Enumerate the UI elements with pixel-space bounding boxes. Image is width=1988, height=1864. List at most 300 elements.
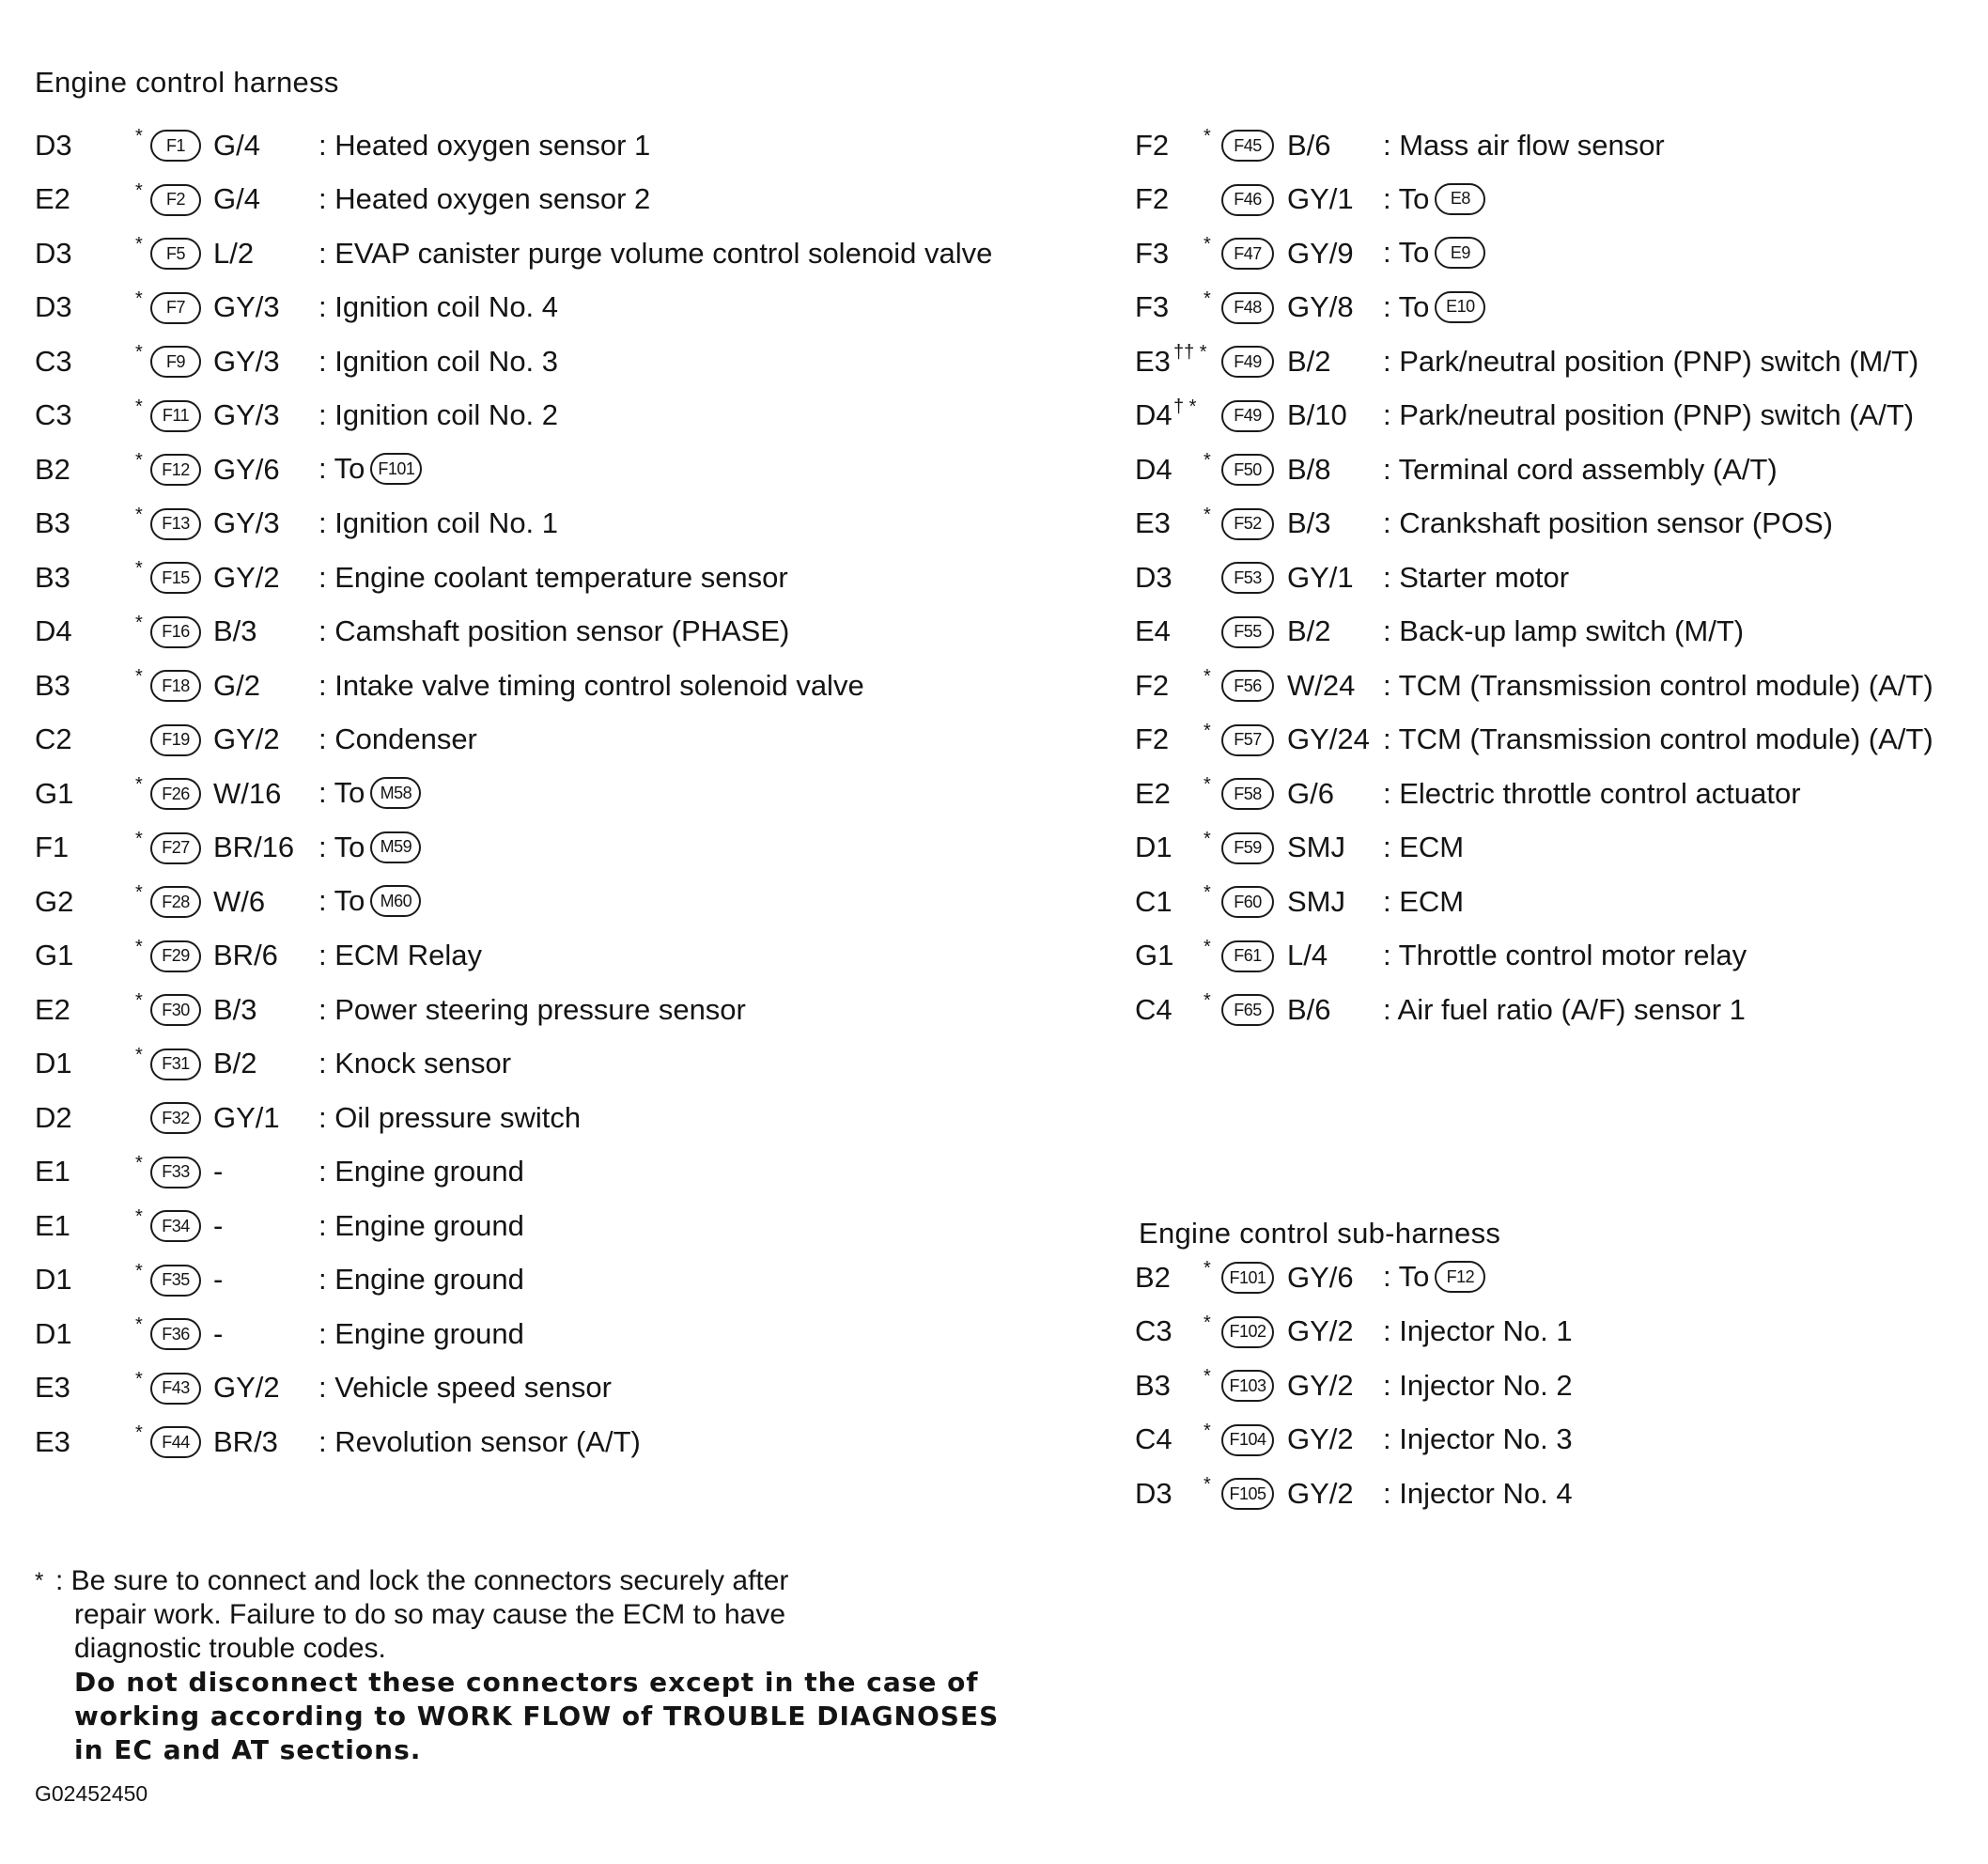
connector-badge: F57	[1221, 724, 1274, 756]
connector-spec: B/3	[213, 992, 257, 1026]
connector-spec: BR/6	[213, 939, 278, 972]
connector-description	[318, 831, 421, 865]
mark-symbol: *	[135, 612, 143, 633]
connector-description	[318, 939, 482, 972]
connector-spec: GY/3	[213, 398, 280, 432]
connector-row	[35, 497, 1096, 551]
mark-symbol: *	[1204, 990, 1211, 1011]
connector-badge: F35	[150, 1265, 201, 1297]
description-text: : Back-up lamp switch (M/T)	[1383, 614, 1745, 648]
connector-badge: F33	[150, 1157, 201, 1188]
connector-row	[35, 713, 1096, 768]
description-text: : To	[318, 884, 365, 918]
connector-badge: F49	[1221, 346, 1274, 378]
connector-badge: F26	[150, 778, 201, 810]
connector-spec: GY/2	[1287, 1476, 1354, 1510]
connector-badge: F5	[150, 238, 201, 270]
connector-spec: -	[213, 1155, 224, 1188]
description-text: : To	[1383, 1260, 1430, 1294]
connector-badge: F59	[1221, 832, 1274, 864]
mark-symbol: *	[1204, 1474, 1211, 1495]
grid-location: E2	[1135, 776, 1171, 810]
connector-row	[35, 551, 1096, 605]
mark-symbol: *	[135, 828, 143, 849]
connector-description	[318, 129, 650, 163]
mark-symbol: *	[135, 287, 143, 309]
mark-symbol: *	[135, 126, 143, 147]
grid-location: D1	[35, 1047, 72, 1080]
connector-badge: F61	[1221, 940, 1274, 972]
connector-row	[35, 1199, 1096, 1253]
connector-badge: F43	[150, 1373, 201, 1405]
connector-badge: F65	[1221, 994, 1274, 1026]
description-text: : Engine coolant temperature sensor	[318, 560, 788, 594]
grid-location: B3	[35, 668, 70, 702]
mark-symbol: *	[135, 179, 143, 201]
grid-location: F3	[1135, 236, 1170, 270]
mark-symbol: † *	[1173, 396, 1197, 417]
grid-location: E4	[1135, 614, 1171, 648]
connector-row	[35, 1091, 1096, 1145]
connector-badge: F1	[150, 130, 201, 162]
description-text: : Engine ground	[318, 1208, 524, 1242]
connector-description	[1383, 669, 1934, 703]
sub-harness-title: Engine control sub-harness	[1139, 1217, 1501, 1250]
connector-row	[35, 821, 1096, 876]
grid-location: G2	[35, 884, 74, 918]
connector-spec: GY/2	[1287, 1314, 1354, 1348]
connector-badge: F58	[1221, 778, 1274, 810]
description-text: : Engine ground	[318, 1263, 524, 1297]
connector-spec: GY/1	[1287, 182, 1354, 216]
connector-badge: F44	[150, 1426, 201, 1458]
grid-location: E2	[35, 182, 70, 216]
connector-description	[318, 614, 789, 648]
grid-location: F2	[1135, 128, 1170, 162]
connector-badge: F32	[150, 1102, 201, 1134]
connector-spec: -	[213, 1263, 224, 1297]
connector-description	[318, 237, 992, 271]
description-text: : Electric throttle control actuator	[1383, 776, 1801, 810]
connector-spec: W/6	[213, 884, 266, 918]
connector-row	[35, 118, 1096, 173]
description-text: : To	[1383, 289, 1430, 323]
connector-badge: F46	[1221, 184, 1274, 216]
grid-location: F2	[1135, 182, 1170, 216]
connector-badge: F56	[1221, 670, 1274, 702]
description-text: : Heated oxygen sensor 2	[318, 182, 651, 216]
mark-symbol: *	[135, 1368, 143, 1390]
connector-description	[318, 776, 421, 811]
grid-location: D3	[1135, 1476, 1173, 1510]
connector-row	[1135, 821, 1980, 876]
connector-spec: BR/3	[213, 1424, 278, 1458]
grid-location: D1	[35, 1316, 72, 1350]
connector-spec: BR/16	[213, 831, 295, 864]
connector-badge: F103	[1221, 1370, 1274, 1402]
connector-row	[35, 389, 1096, 443]
connector-spec: GY/3	[213, 506, 280, 540]
connector-badge: F18	[150, 670, 201, 702]
connector-spec: GY/3	[213, 344, 280, 378]
connector-description	[1383, 236, 1485, 271]
mark-symbol: *	[1204, 450, 1211, 471]
connector-badge: F15	[150, 562, 201, 594]
note-star-icon: *	[35, 1568, 44, 1593]
grid-location: E3	[1135, 506, 1171, 540]
mark-symbol: *	[135, 990, 143, 1011]
mark-symbol: *	[135, 1260, 143, 1282]
connector-row	[35, 443, 1096, 497]
description-text: : TCM (Transmission control module) (A/T)	[1383, 722, 1934, 756]
connector-description	[1383, 1422, 1573, 1456]
note-warning-line: working according to WORK FLOW of TROUBLE DIAGNOSES	[74, 1701, 1000, 1732]
connector-description	[1383, 290, 1485, 325]
connector-row	[35, 1037, 1096, 1092]
connector-description	[318, 182, 650, 216]
connector-row	[1135, 118, 1980, 173]
connector-description	[1383, 777, 1801, 811]
connector-spec: B/6	[1287, 128, 1331, 162]
connector-row	[1135, 929, 1980, 984]
description-text: : Camshaft position sensor (PHASE)	[318, 614, 790, 648]
description-text: : Park/neutral position (PNP) switch (A/T)	[1383, 398, 1915, 432]
connector-badge: F29	[150, 940, 201, 972]
target-connector-badge: M59	[370, 831, 421, 863]
connector-description	[318, 884, 421, 919]
connector-description	[318, 452, 422, 487]
connector-row	[35, 983, 1096, 1037]
connector-description	[318, 1317, 524, 1351]
connector-row	[1135, 1305, 1980, 1359]
connector-row	[1135, 1413, 1980, 1468]
note-line: repair work. Failure to do so may cause the ECM to have	[74, 1599, 786, 1630]
connector-description	[1383, 722, 1934, 756]
mark-symbol: *	[135, 396, 143, 417]
description-text: : Power steering pressure sensor	[318, 992, 746, 1026]
grid-location: C2	[35, 722, 72, 756]
grid-location: E3	[35, 1424, 70, 1458]
connector-description	[318, 1263, 524, 1297]
grid-location: G1	[1135, 939, 1174, 972]
connector-spec: B/2	[1287, 614, 1331, 648]
description-text: : Starter motor	[1383, 560, 1570, 594]
connector-spec: GY/8	[1287, 290, 1354, 324]
connector-description	[1383, 1477, 1573, 1511]
connector-row	[1135, 713, 1980, 768]
connector-spec: GY/1	[213, 1100, 280, 1134]
connector-row	[1135, 389, 1980, 443]
connector-spec: G/4	[213, 182, 260, 216]
description-text: : Engine ground	[318, 1155, 524, 1188]
grid-location: D4	[35, 614, 72, 648]
connector-description	[318, 1101, 581, 1135]
connector-badge: F7	[150, 292, 201, 324]
note-line: : Be sure to connect and lock the connectors securely after	[55, 1565, 789, 1596]
connector-badge: F30	[150, 994, 201, 1026]
connector-badge: F2	[150, 184, 201, 216]
note-line: diagnostic trouble codes.	[74, 1633, 386, 1664]
grid-location: B2	[1135, 1260, 1171, 1294]
connector-description	[318, 1047, 511, 1080]
description-text: : Throttle control motor relay	[1383, 939, 1747, 972]
connector-badge: F50	[1221, 454, 1274, 486]
connector-description	[1383, 453, 1778, 487]
description-text: : Injector No. 4	[1383, 1476, 1573, 1510]
description-text: : To	[1383, 236, 1430, 270]
grid-location: C1	[1135, 884, 1173, 918]
connector-badge: F47	[1221, 238, 1274, 270]
description-text: : Injector No. 2	[1383, 1368, 1573, 1402]
figure-code: G02452450	[35, 1781, 148, 1806]
description-text: : Oil pressure switch	[318, 1100, 582, 1134]
connector-description	[318, 398, 558, 432]
description-text: : Condenser	[318, 722, 477, 756]
connector-badge: F102	[1221, 1316, 1274, 1348]
description-text: : Ignition coil No. 4	[318, 290, 559, 324]
connector-description	[1383, 182, 1485, 217]
description-text: : Heated oxygen sensor 1	[318, 128, 651, 162]
target-connector-badge: F12	[1435, 1261, 1485, 1293]
connector-spec: -	[213, 1208, 224, 1242]
target-connector-badge: F101	[370, 453, 422, 485]
grid-location: C3	[35, 344, 72, 378]
grid-location: B3	[35, 560, 70, 594]
mark-symbol: *	[135, 234, 143, 255]
main-harness-list-left	[35, 118, 1096, 1469]
connector-description	[1383, 614, 1744, 648]
grid-location: D3	[35, 236, 72, 270]
connector-description	[1383, 561, 1569, 595]
connector-description	[1383, 129, 1665, 163]
connector-badge: F9	[150, 346, 201, 378]
connector-badge: F19	[150, 724, 201, 756]
mark-symbol: *	[1204, 504, 1211, 525]
connector-spec: L/4	[1287, 939, 1328, 972]
connector-row	[35, 1307, 1096, 1361]
main-harness-list-right	[1135, 118, 1980, 1037]
connector-badge: F31	[150, 1048, 201, 1080]
connector-spec: G/2	[213, 668, 260, 702]
connector-row	[35, 1415, 1096, 1469]
description-text: : Injector No. 1	[1383, 1314, 1573, 1348]
grid-location: D1	[1135, 831, 1173, 864]
connector-spec: GY/2	[1287, 1422, 1354, 1456]
grid-location: C4	[1135, 992, 1173, 1026]
connector-badge: F52	[1221, 508, 1274, 540]
connector-spec: B/6	[1287, 992, 1331, 1026]
connector-spec: SMJ	[1287, 884, 1345, 918]
connector-spec: GY/3	[213, 290, 280, 324]
connector-row	[1135, 983, 1980, 1037]
description-text: : To	[318, 452, 365, 486]
description-text: : Ignition coil No. 1	[318, 506, 559, 540]
connector-row	[1135, 497, 1980, 551]
grid-location: E1	[35, 1208, 70, 1242]
grid-location: F3	[1135, 290, 1170, 324]
mark-symbol: *	[135, 342, 143, 363]
mark-symbol: *	[135, 1314, 143, 1335]
connector-row	[35, 767, 1096, 821]
grid-location: F1	[35, 831, 70, 864]
mark-symbol: *	[1204, 1366, 1211, 1387]
description-text: : Park/neutral position (PNP) switch (M/T)	[1383, 344, 1919, 378]
connector-description	[1383, 993, 1746, 1027]
connector-description	[1383, 398, 1914, 432]
connector-row	[35, 173, 1096, 227]
connector-description	[318, 1371, 612, 1405]
connector-badge: F45	[1221, 130, 1274, 162]
mark-symbol: *	[1204, 774, 1211, 795]
connector-description	[1383, 939, 1747, 972]
connector-spec: B/10	[1287, 398, 1347, 432]
description-text: : ECM	[1383, 831, 1465, 864]
grid-location: D4	[1135, 452, 1173, 486]
connector-description	[318, 561, 788, 595]
connector-row	[1135, 1359, 1980, 1413]
grid-location: D3	[35, 290, 72, 324]
mark-symbol: *	[1204, 1258, 1211, 1279]
connector-note	[35, 1564, 1068, 1767]
connector-spec: B/2	[1287, 344, 1331, 378]
connector-description	[318, 669, 864, 703]
grid-location: B2	[35, 452, 70, 486]
mark-symbol: *	[135, 882, 143, 903]
grid-location: D1	[35, 1263, 72, 1297]
mark-symbol: *	[1204, 720, 1211, 741]
description-text: : Revolution sensor (A/T)	[318, 1424, 641, 1458]
connector-row	[1135, 551, 1980, 605]
connector-row	[35, 875, 1096, 929]
connector-row	[35, 281, 1096, 335]
connector-description	[318, 1209, 524, 1243]
connector-badge: F55	[1221, 616, 1274, 648]
connector-spec: -	[213, 1316, 224, 1350]
connector-badge: F104	[1221, 1424, 1274, 1456]
mark-symbol: *	[135, 1206, 143, 1227]
connector-description	[1383, 345, 1918, 379]
connector-description	[1383, 831, 1464, 864]
connector-row	[1135, 334, 1980, 389]
grid-location: F2	[1135, 668, 1170, 702]
target-connector-badge: E10	[1435, 291, 1485, 323]
connector-badge: F49	[1221, 400, 1274, 432]
grid-location: B3	[35, 506, 70, 540]
connector-row	[35, 226, 1096, 281]
connector-badge: F12	[150, 454, 201, 486]
description-text: : ECM Relay	[318, 939, 482, 972]
connector-badge: F16	[150, 616, 201, 648]
connector-spec: GY/1	[1287, 560, 1354, 594]
connector-spec: W/24	[1287, 668, 1356, 702]
connector-spec: GY/6	[213, 452, 280, 486]
description-text: : EVAP canister purge volume control solenoid valve	[318, 236, 993, 270]
description-text: : Injector No. 3	[1383, 1422, 1573, 1456]
connector-description	[1383, 885, 1464, 919]
connector-spec: GY/2	[213, 722, 280, 756]
connector-description	[318, 345, 558, 379]
connector-description	[1383, 1369, 1573, 1403]
connector-spec: GY/24	[1287, 722, 1370, 756]
mark-symbol: *	[135, 936, 143, 957]
grid-location: F2	[1135, 722, 1170, 756]
description-text: : To	[318, 830, 365, 863]
connector-description	[1383, 506, 1833, 540]
connector-row	[1135, 1467, 1980, 1521]
grid-location: G1	[35, 939, 74, 972]
connector-description	[318, 506, 558, 540]
connector-spec: GY/9	[1287, 236, 1354, 270]
grid-location: C4	[1135, 1422, 1173, 1456]
connector-row	[1135, 767, 1980, 821]
connector-badge: F60	[1221, 886, 1274, 918]
sub-harness-list	[1135, 1250, 1980, 1521]
connector-description	[1383, 1314, 1573, 1348]
connector-row	[35, 659, 1096, 713]
description-text: : Mass air flow sensor	[1383, 128, 1665, 162]
mark-symbol: *	[135, 774, 143, 795]
grid-location: D4	[1135, 398, 1173, 432]
description-text: : TCM (Transmission control module) (A/T)	[1383, 668, 1934, 702]
connector-description	[1383, 1260, 1485, 1295]
connector-row	[35, 334, 1096, 389]
mark-symbol: *	[135, 1152, 143, 1173]
mark-symbol: *	[1204, 1312, 1211, 1333]
mark-symbol: *	[1204, 126, 1211, 147]
connector-badge: F11	[150, 400, 201, 432]
connector-badge: F13	[150, 508, 201, 540]
connector-spec: B/3	[213, 614, 257, 648]
mark-symbol: †† *	[1173, 342, 1207, 363]
connector-spec: SMJ	[1287, 831, 1345, 864]
grid-location: E2	[35, 992, 70, 1026]
connector-description	[318, 1425, 641, 1459]
connector-spec: B/3	[1287, 506, 1331, 540]
connector-spec: B/2	[213, 1047, 257, 1080]
connector-spec: GY/2	[213, 560, 280, 594]
connector-row	[1135, 443, 1980, 497]
note-warning-line: Do not disconnect these connectors except in the case of	[74, 1667, 979, 1698]
connector-badge: F53	[1221, 562, 1274, 594]
connector-row	[35, 929, 1096, 984]
connector-description	[318, 993, 746, 1027]
target-connector-badge: E8	[1435, 183, 1485, 215]
connector-row	[1135, 226, 1980, 281]
connector-spec: B/8	[1287, 452, 1331, 486]
description-text: : Ignition coil No. 2	[318, 398, 559, 432]
connector-badge: F27	[150, 832, 201, 864]
note-warning-line: in EC and AT sections.	[74, 1734, 422, 1765]
grid-location: D2	[35, 1100, 72, 1134]
grid-location: C3	[35, 398, 72, 432]
description-text: : Knock sensor	[318, 1047, 512, 1080]
description-text: : To	[1383, 181, 1430, 215]
mark-symbol: *	[135, 666, 143, 687]
mark-symbol: *	[1204, 287, 1211, 309]
description-text: : Engine ground	[318, 1316, 524, 1350]
target-connector-badge: M58	[370, 777, 421, 809]
mark-symbol: *	[135, 1044, 143, 1065]
mark-symbol: *	[1204, 234, 1211, 255]
grid-location: C3	[1135, 1314, 1173, 1348]
connector-spec: G/4	[213, 128, 260, 162]
mark-symbol: *	[135, 450, 143, 471]
grid-location: D3	[1135, 560, 1173, 594]
mark-symbol: *	[1204, 666, 1211, 687]
grid-location: G1	[35, 776, 74, 810]
description-text: : To	[318, 776, 365, 810]
connector-badge: F34	[150, 1210, 201, 1242]
